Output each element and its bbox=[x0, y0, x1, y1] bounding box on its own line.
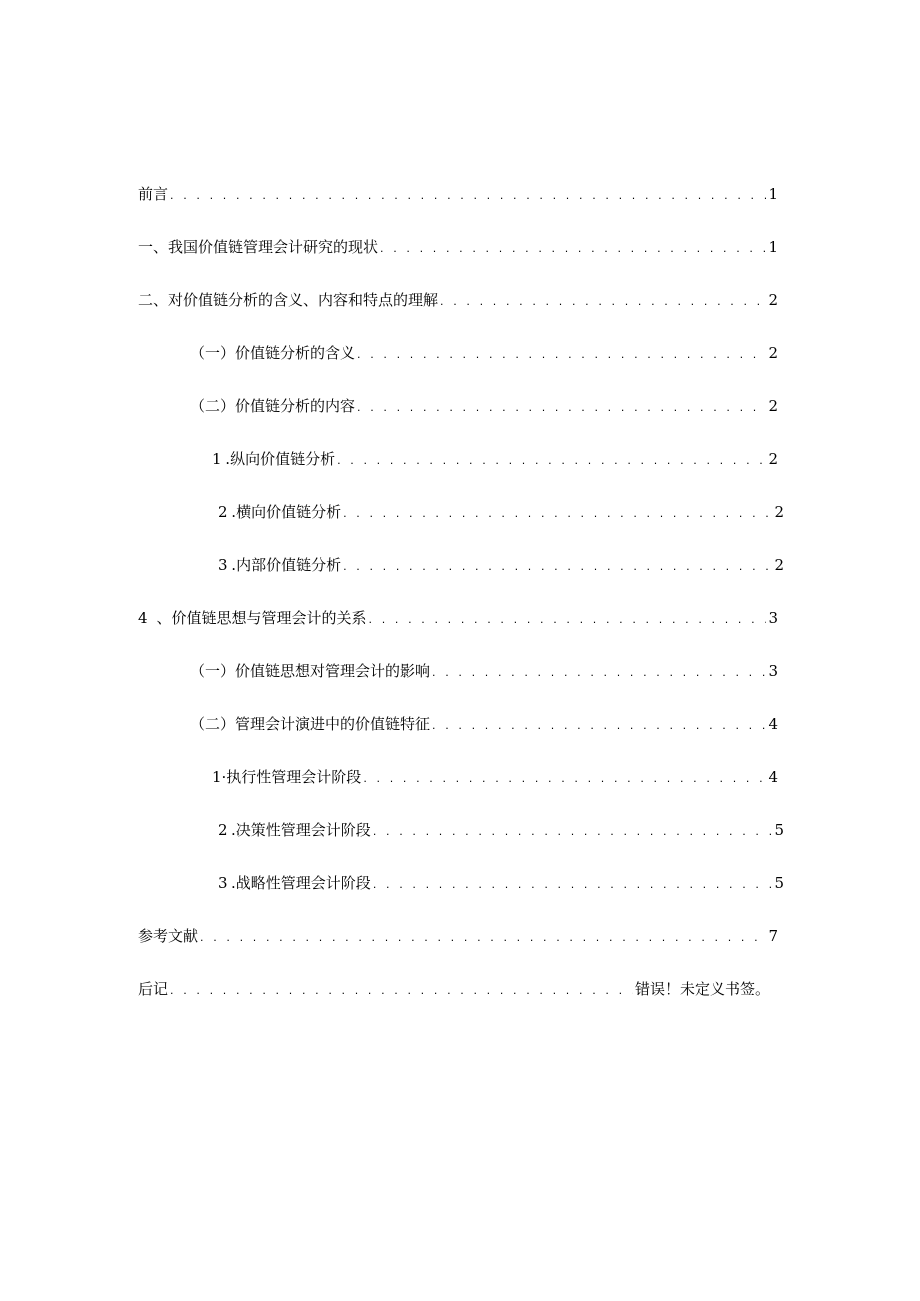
toc-page-number: 2 bbox=[768, 397, 778, 415]
toc-entry-section-2-2-1[interactable] bbox=[212, 447, 778, 471]
toc-entry-section-4[interactable] bbox=[138, 606, 778, 630]
toc-entry-section-4-1[interactable] bbox=[190, 659, 778, 683]
toc-page-number: 2 bbox=[774, 556, 784, 574]
toc-page-number: 5 bbox=[774, 821, 784, 839]
toc-entry-text: .决策性管理会计阶段 bbox=[231, 821, 371, 839]
toc-entry-text: .战略性管理会计阶段 bbox=[231, 874, 371, 892]
dot-leader bbox=[357, 343, 766, 367]
dot-leader bbox=[380, 237, 766, 261]
toc-entry-postscript[interactable] bbox=[138, 977, 770, 1001]
toc-entry-references[interactable] bbox=[138, 924, 778, 948]
toc-entry-number: 1 bbox=[212, 450, 222, 468]
dot-leader bbox=[200, 926, 766, 950]
toc-page-number-error: 错误！未定义书签。 bbox=[634, 980, 770, 998]
toc-page-number: 2 bbox=[768, 450, 778, 468]
toc-entry-text: .纵向价值链分析 bbox=[225, 450, 336, 468]
toc-entry-section-4-2-1[interactable] bbox=[212, 765, 778, 789]
dot-leader bbox=[373, 820, 773, 844]
dot-leader bbox=[440, 290, 766, 314]
toc-entry-section-2-2-3[interactable] bbox=[218, 553, 784, 577]
toc-entry-text: 参考文献 bbox=[138, 927, 199, 945]
toc-entry-section-2-1[interactable] bbox=[190, 341, 778, 365]
toc-page-number: 4 bbox=[768, 768, 778, 786]
toc-page-number: 3 bbox=[768, 662, 778, 680]
toc-entry-text: 前言 bbox=[138, 185, 169, 203]
dot-leader bbox=[170, 184, 766, 208]
toc-page-number: 3 bbox=[768, 609, 778, 627]
dot-leader bbox=[363, 767, 766, 791]
dot-leader bbox=[357, 396, 766, 420]
toc-entry-number: 3 bbox=[218, 556, 228, 574]
toc-entry-number: 4 bbox=[138, 609, 148, 627]
toc-entry-text: 二、对价值链分析的含义、内容和特点的理解 bbox=[138, 291, 439, 309]
toc-entry-number: 2 bbox=[218, 503, 228, 521]
toc-entry-text: .横向价值链分析 bbox=[231, 503, 342, 521]
toc-page-number: 1 bbox=[768, 238, 778, 256]
dot-leader bbox=[432, 661, 766, 685]
dot-leader bbox=[343, 502, 772, 526]
dot-leader bbox=[369, 608, 767, 632]
toc-page-number: 7 bbox=[768, 927, 778, 945]
toc-entry-text: 后记 bbox=[138, 980, 169, 998]
toc-entry-number: 3 bbox=[218, 874, 228, 892]
toc-entry-text: 1·执行性管理会计阶段 bbox=[212, 768, 362, 786]
dot-leader bbox=[337, 449, 766, 473]
dot-leader bbox=[170, 979, 633, 1003]
toc-page-number: 1 bbox=[768, 185, 778, 203]
toc-entry-section-4-2-3[interactable] bbox=[218, 871, 784, 895]
toc-entry-text: （二）管理会计演进中的价值链特征 bbox=[190, 715, 431, 733]
toc-page-number: 2 bbox=[768, 344, 778, 362]
toc-entry-text: （一）价值链分析的含义 bbox=[190, 344, 356, 362]
toc-page-number: 2 bbox=[774, 503, 784, 521]
toc-entry-text: （一）价值链思想对管理会计的影响 bbox=[190, 662, 431, 680]
toc-entry-section-4-2-2[interactable] bbox=[218, 818, 784, 842]
toc-entry-preface[interactable] bbox=[138, 182, 778, 206]
toc-entry-text: 一、我国价值链管理会计研究的现状 bbox=[138, 238, 379, 256]
toc-entry-number: 2 bbox=[218, 821, 228, 839]
dot-leader bbox=[343, 555, 772, 579]
toc-entry-text: 、价值链思想与管理会计的关系 bbox=[156, 609, 367, 627]
toc-page-number: 5 bbox=[774, 874, 784, 892]
toc-entry-section-4-2[interactable] bbox=[190, 712, 778, 736]
toc-entry-text: .内部价值链分析 bbox=[231, 556, 342, 574]
toc-entry-section-2[interactable] bbox=[138, 288, 778, 312]
toc-entry-text: （二）价值链分析的内容 bbox=[190, 397, 356, 415]
dot-leader bbox=[432, 714, 766, 738]
toc-entry-section-2-2-2[interactable] bbox=[218, 500, 784, 524]
toc-page-number: 2 bbox=[768, 291, 778, 309]
dot-leader bbox=[373, 873, 773, 897]
toc-page-number: 4 bbox=[768, 715, 778, 733]
toc-entry-section-2-2[interactable] bbox=[190, 394, 778, 418]
toc-entry-section-1[interactable] bbox=[138, 235, 778, 259]
